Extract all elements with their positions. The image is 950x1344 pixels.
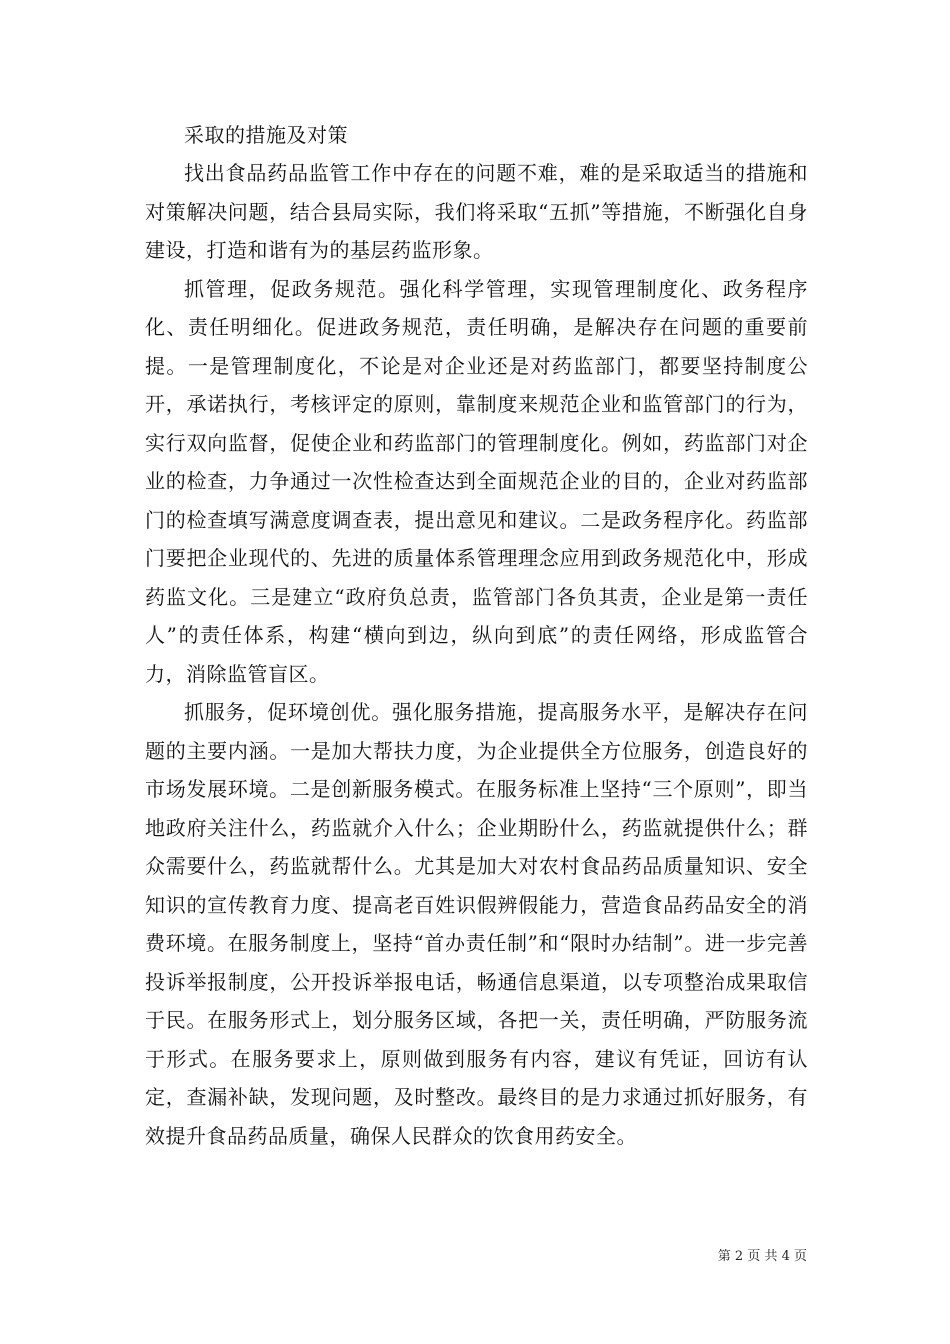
paragraph-intro: 找出食品药品监管工作中存在的问题不难，难的是采取适当的措施和对策解决问题，结合县局实际，我们将采取“五抓”等措施，不断强化自身建设，打造和谐有为的基层药监形象。 [145, 161, 808, 262]
section-heading: 采取的措施及对策 [184, 123, 348, 147]
paragraph-management: 抓管理，促政务规范。强化科学管理，实现管理制度化、政务程序化、责任明细化。促进政务规范，责任明确，是解决存在问题的重要前提。一是管理制度化，不论是对企业还是对药监部门，都要坚持制度公开，承诺执行，考核评定的原则，靠制度来规范企业和监管部门的行为，实行双向监督，促使企业和药监部门的管理制度化。例如，药监部门对企业的检查，力争通过一次性检查达到全面规范企业的目的，企业对药监部门的检查填写满意度调查表，提出意见和建议。二是政务程序化。药监部门要把企业现代的、先进的质量体系管理理念应用到政务规范化中，形成药监文化。三是建立“政府负总责，监管部门各负其责，企业是第一责任人”的责任体系，构建“横向到边，纵向到底”的责任网络，形成监管合力，消除监管盲区。 [145, 276, 808, 686]
document-body [145, 116, 808, 1155]
page-number-footer: 第 2 页 共 4 页 [717, 1249, 807, 1264]
paragraph-service: 抓服务，促环境创优。强化服务措施，提高服务水平，是解决存在问题的主要内涵。一是加大帮扶力度，为企业提供全方位服务，创造良好的市场发展环境。二是创新服务模式。在服务标准上坚持“三个原则”，即当地政府关注什么，药监就介入什么；企业期盼什么，药监就提供什么；群众需要什么，药监就帮什么。尤其是加大对农村食品药品质量知识、安全知识的宣传教育力度、提高老百姓识假辨假能力，营造食品药品安全的消费环境。在服务制度上，坚持“首办责任制”和“限时办结制”。进一步完善投诉举报制度，公开投诉举报电话，畅通信息渠道，以专项整治成果取信于民。在服务形式上，划分服务区域，各把一关，责任明确，严防服务流于形式。在服务要求上，原则做到服务有内容，建议有凭证，回访有认定，查漏补缺，发现问题，及时整改。最终目的是力求通过抓好服务，有效提升食品药品质量，确保人民群众的饮食用药安全。 [145, 700, 808, 1148]
